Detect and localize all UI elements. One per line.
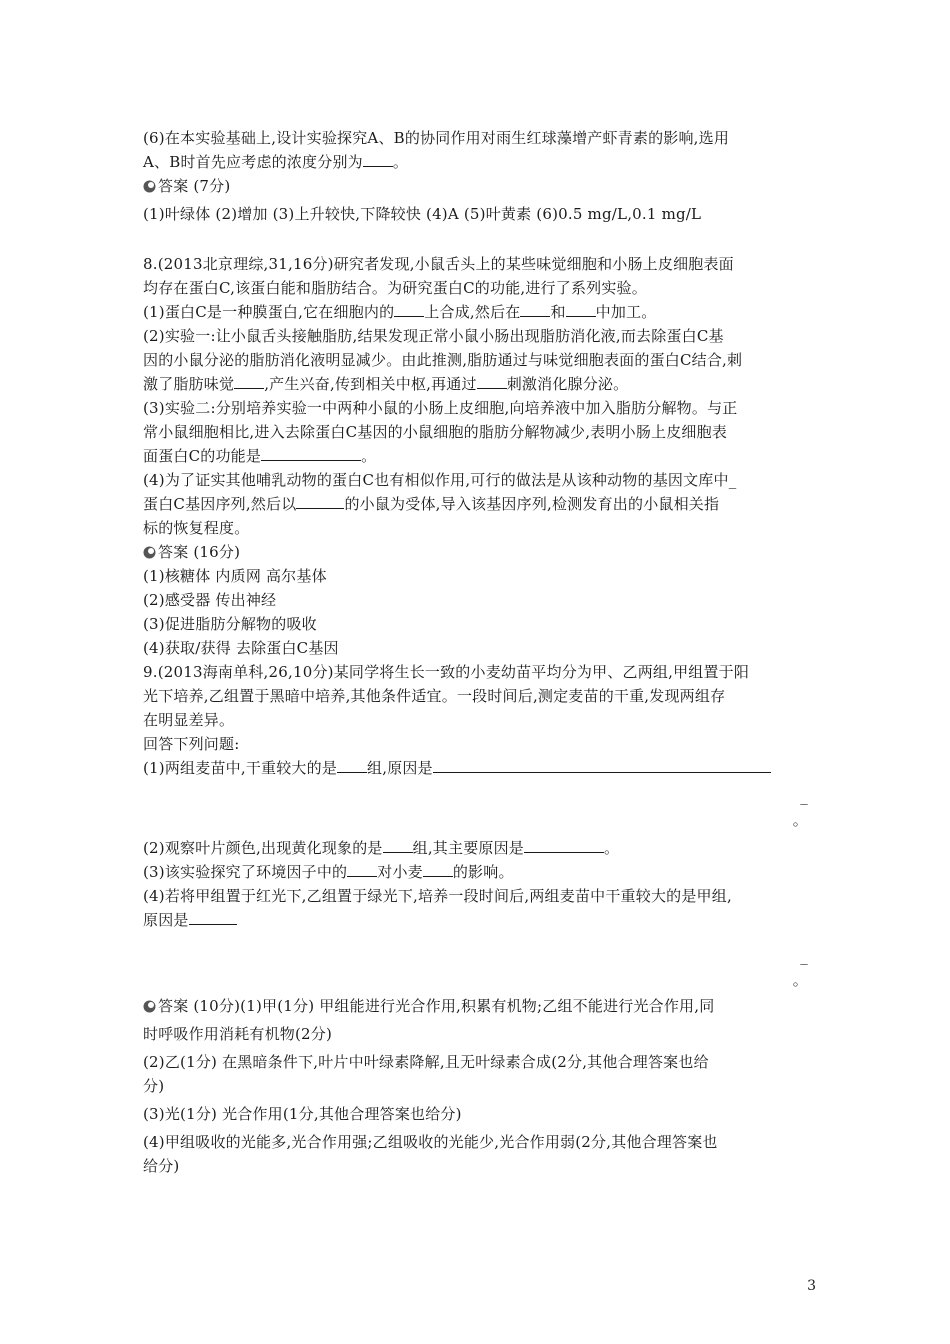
answer-blank — [234, 373, 264, 389]
answer-blank — [189, 909, 237, 925]
q9-part4-period: 。 — [792, 971, 808, 989]
q9-stem-line3: 在明显差异。 — [143, 711, 235, 729]
q8-part3-line1: (3)实验二:分别培养实验一中两种小鼠的小肠上皮细胞,向培养液中加入脂肪分解物。与正 — [143, 399, 738, 417]
q8-stem-line2: 均存在蛋白C,该蛋白能和脂肪结合。为研究蛋白C的功能,进行了系列实验。 — [143, 279, 647, 297]
q8-part3-line3: 面蛋白C的功能是 。 — [143, 447, 377, 465]
answer-blank — [394, 301, 424, 317]
answer-blank — [433, 757, 771, 773]
q9-part1-dash: _ — [800, 787, 808, 805]
q9-part4-line1: (4)若将甲组置于红光下,乙组置于绿光下,培养一段时间后,两组麦苗中干重较大的是甲组, — [143, 887, 732, 905]
q7-item6-line1: (6)在本实验基础上,设计实验探究A、B的协同作用对雨生红球藻增产虾青素的影响,选用 — [143, 129, 730, 147]
answer-blank — [566, 301, 596, 317]
q9-answer-4-line1: (4)甲组吸收的光能多,光合作用强;乙组吸收的光能少,光合作用弱(2分,其他合理答案也 — [143, 1133, 718, 1151]
q7-answer-text: (1)叶绿体 (2)增加 (3)上升较快,下降较快 (4)A (5)叶黄素 (6)0.5 mg/L,0.1 mg/L — [143, 205, 702, 223]
answer-blank — [524, 837, 604, 853]
q8-answer-2: (2)感受器 传出神经 — [143, 591, 277, 609]
q9-prompt: 回答下列问题: — [143, 735, 240, 753]
answer-blank — [423, 861, 453, 877]
answer-icon — [143, 546, 156, 559]
answer-blank — [296, 493, 344, 509]
q9-part4-line2: 原因是 — [143, 908, 808, 932]
q8-answer-4: (4)获取/获得 去除蛋白C基因 — [143, 639, 339, 657]
q8-part4-line2: 蛋白C基因序列,然后以 的小鼠为受体,导入该基因序列,检测发育出的小鼠相关指 — [143, 495, 720, 513]
q8-answer-label: 答案 (16分) — [143, 540, 808, 564]
q9-answer-2-line2: 分) — [143, 1077, 165, 1095]
q8-part4-line1: (4)为了证实其他哺乳动物的蛋白C也有相似作用,可行的做法是从该种动物的基因文库中_ — [143, 471, 737, 489]
q9-answer-2-line1: (2)乙(1分) 在黑暗条件下,叶片中叶绿素降解,且无叶绿素合成(2分,其他合理答案也给 — [143, 1053, 709, 1071]
q9-answer-4-line2: 给分) — [143, 1157, 180, 1175]
answer-blank — [261, 445, 361, 461]
q9-stem-line1: 9.(2013海南单科,26,10分)某同学将生长一致的小麦幼苗平均分为甲、乙两组,甲组置于阳 — [143, 663, 750, 681]
answer-blank — [347, 861, 377, 877]
answer-blank — [363, 151, 393, 167]
q8-part2-line3: 激了脂肪味觉 ,产生兴奋,传到相关中枢,再通过 刺激消化腺分泌。 — [143, 375, 629, 393]
q9-part4-dash: _ — [800, 947, 808, 965]
answer-blank — [477, 373, 507, 389]
q8-part2-line1: (2)实验一:让小鼠舌头接触脂肪,结果发现正常小鼠小肠出现脂肪消化液,而去除蛋白C基 — [143, 327, 724, 345]
q8-part4-line3: 标的恢复程度。 — [143, 519, 250, 537]
q9-part2: (2)观察叶片颜色,出现黄化现象的是 组,其主要原因是 。 — [143, 839, 620, 857]
answer-icon — [143, 1000, 156, 1013]
q8-part3-line2: 常小鼠细胞相比,进入去除蛋白C基因的小鼠细胞的脂肪分解物减少,表明小肠上皮细胞表 — [143, 423, 728, 441]
q8-part2-line2: 因的小鼠分泌的脂肪消化液明显减少。由此推测,脂肪通过与味觉细胞表面的蛋白C结合,刺 — [143, 351, 743, 369]
answer-blank — [383, 837, 413, 853]
q8-part1: (1)蛋白C是一种膜蛋白,它在细胞内的 上合成,然后在 和 中加工。 — [143, 303, 657, 321]
q8-answer-3: (3)促进脂肪分解物的吸收 — [143, 615, 317, 633]
q9-answer-3: (3)光(1分) 光合作用(1分,其他合理答案也给分) — [143, 1105, 462, 1123]
page-number: 3 — [807, 1278, 816, 1294]
q7-answer-label: 答案 (7分) — [143, 174, 808, 198]
q9-part1: (1)两组麦苗中,干重较大的是 组,原因是 — [143, 756, 808, 780]
page-content — [143, 126, 808, 1178]
q8-answer-1: (1)核糖体 内质网 高尔基体 — [143, 567, 327, 585]
answer-blank — [520, 301, 550, 317]
q9-stem-line2: 光下培养,乙组置于黑暗中培养,其他条件适宜。一段时间后,测定麦苗的干重,发现两组存 — [143, 687, 726, 705]
q9-answer-1-line2: 时呼吸作用消耗有机物(2分) — [143, 1025, 333, 1043]
q7-item6-line2: A、B时首先应考虑的浓度分别为 。 — [143, 153, 409, 171]
q9-answer-line1: 答案 (10分) (1)甲(1分) 甲组能进行光合作用,积累有机物;乙组不能进行光合作用,同 — [143, 994, 808, 1018]
answer-blank — [337, 757, 367, 773]
answer-icon — [143, 180, 156, 193]
q9-part3: (3)该实验探究了环境因子中的 对小麦 的影响。 — [143, 863, 514, 881]
q9-part1-period: 。 — [792, 811, 808, 829]
q8-stem-line1: 8.(2013北京理综,31,16分)研究者发现,小鼠舌头上的某些味觉细胞和小肠上皮细胞表面 — [143, 255, 734, 273]
